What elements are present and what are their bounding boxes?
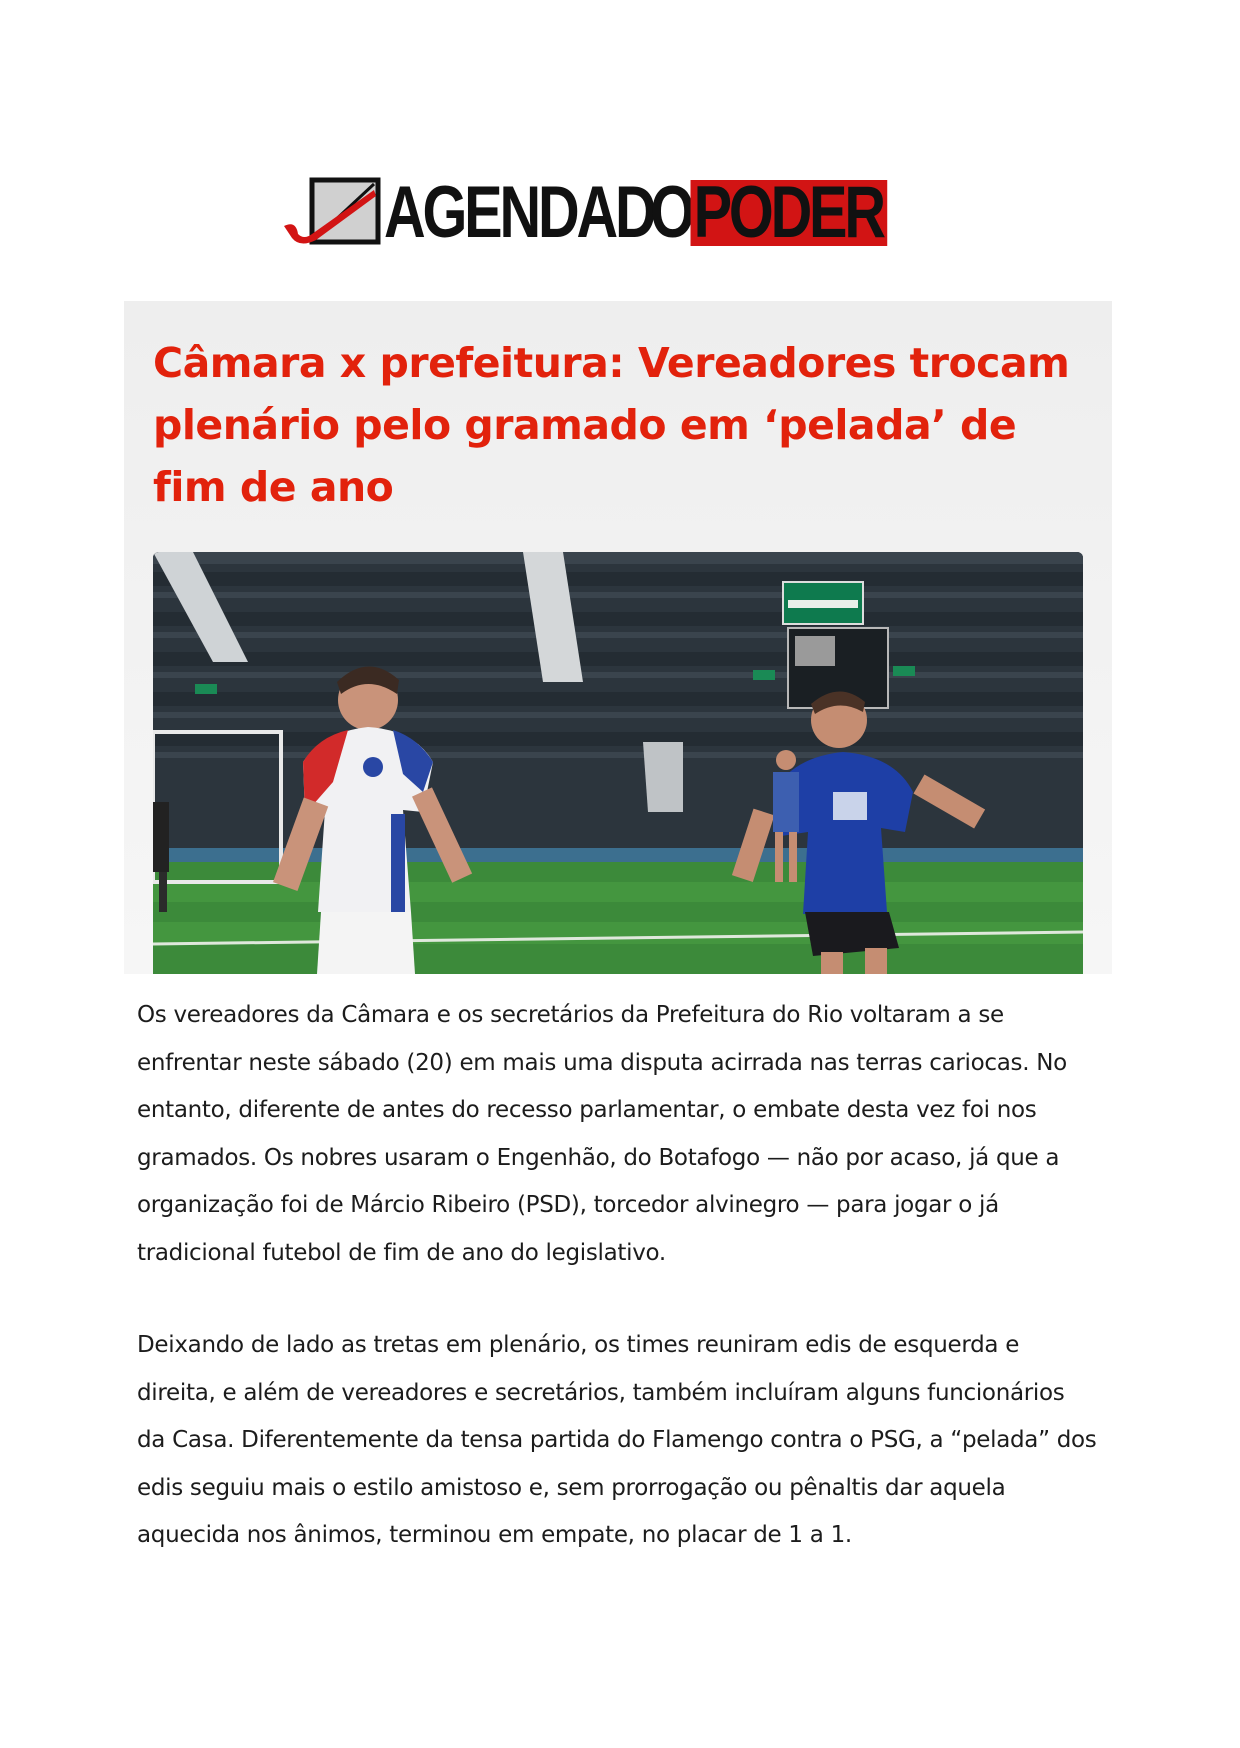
logo-do-text: DO [614,172,689,253]
article-paragraph-1: Os vereadores da Câmara e os secretários da Prefeitura do Rio voltaram a se enfrentar neste sábado (20) em mais uma disputa acirrada nas terras cariocas. No entanto, diferente de antes do recesso parlamentar, o embate desta vez foi nos gramados. Os nobres usaram o Engenhão, do Botafogo — não por acaso, já que a organização foi de Márcio Ribeiro (PSD), torcedor alvinegro — para jogar o já tradicional futebol de fim de ano do legislativo. [137,1002,1067,1266]
site-logo[interactable] [282,172,1021,253]
article-headline: Câmara x prefeitura: Vereadores trocam plenário pelo gramado em ‘pelada’ de fim de ano [153,339,1070,511]
ballot-check-icon [282,176,384,246]
article-paragraph-2: Deixando de lado as tretas em plenário, os times reuniram edis de esquerda e direita, e além de vereadores e secretários, também incluíram alguns funcionários da Casa. Diferentemente da tensa partida do Flamengo contra o PSG, a “pelada” dos edis seguiu mais o estilo amistoso e, sem prorrogação ou pênaltis dar aquela aquecida nos ânimos, terminou em empate, no placar de 1 a 1. [137,1332,1097,1548]
logo-poder-text: PODER [690,180,887,246]
logo-agenda-text: AGENDA [384,172,615,253]
article-photo [153,552,1083,974]
